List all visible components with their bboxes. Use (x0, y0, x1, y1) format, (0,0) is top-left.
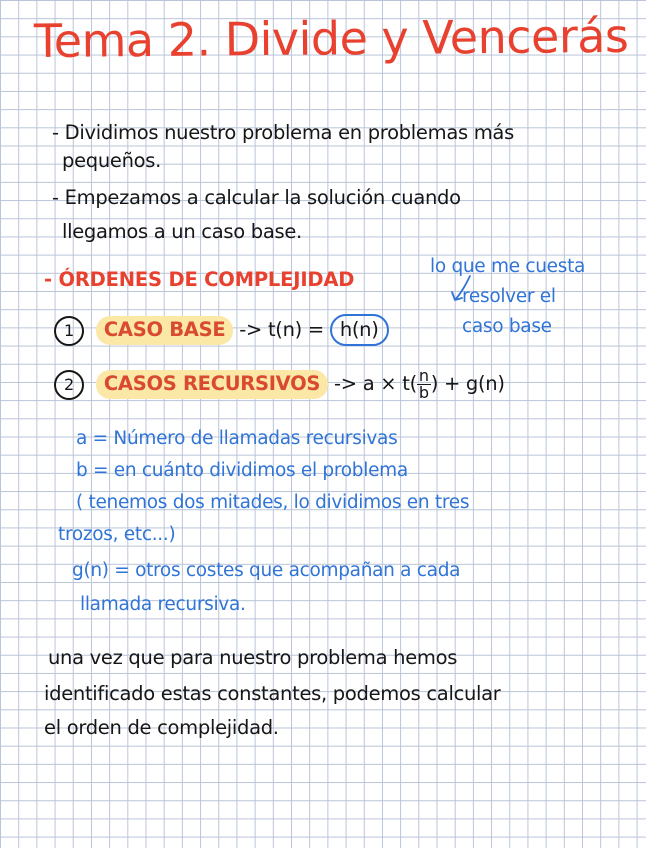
intro-line-4: llegamos a un caso base. (62, 220, 302, 243)
side-note-line-3: caso base (462, 316, 552, 337)
explanation-a: a = Número de llamadas recursivas (76, 428, 398, 449)
complexity-heading: - ÓRDENES DE COMPLEJIDAD (44, 268, 355, 291)
intro-line-2: pequeños. (62, 149, 162, 172)
intro-line-3: - Empezamos a calcular la solución cuando (52, 186, 461, 209)
case-base-arrow: -> (239, 318, 263, 341)
case-base-label: CASO BASE (96, 316, 233, 345)
case-number-2: 2 (54, 370, 84, 400)
case-number-1: 1 (54, 316, 84, 346)
case-base-row (54, 314, 389, 346)
explanation-b-detail-2: trozos, etc...) (58, 524, 176, 545)
case-base-formula: t(n) = (267, 318, 324, 341)
side-note-line-1: lo que me cuesta (430, 256, 586, 277)
side-note-line-2: resolver el (462, 286, 556, 307)
case-recursive-arrow: -> (334, 372, 357, 395)
closing-line-2: identificado estas constantes, podemos calcular (44, 682, 501, 705)
intro-line-1: - Dividimos nuestro problema en problemas más (52, 121, 514, 144)
case-base-boxed-term: h(n) (330, 314, 389, 346)
case-recursive-label: CASOS RECURSIVOS (96, 370, 328, 399)
case-recursive-fraction (417, 368, 431, 401)
explanation-g: g(n) = otros costes que acompañan a cada (72, 560, 461, 581)
case-recursive-formula-end: ) + g(n) (430, 372, 505, 395)
case-recursive-formula-start: a × t( (362, 372, 417, 395)
explanation-g-detail: llamada recursiva. (80, 594, 246, 615)
explanation-b-detail-1: ( tenemos dos mitades, lo dividimos en tres (76, 492, 470, 513)
explanation-b: b = en cuánto dividimos el problema (76, 460, 408, 481)
fraction-numerator: n (417, 368, 431, 385)
closing-line-3: el orden de complejidad. (44, 716, 279, 739)
fraction-denominator: b (418, 383, 429, 402)
closing-line-1: una vez que para nuestro problema hemos (48, 646, 458, 669)
case-recursive-row (54, 368, 505, 401)
page-title: Tema 2. Divide y Vencerás (33, 8, 629, 68)
